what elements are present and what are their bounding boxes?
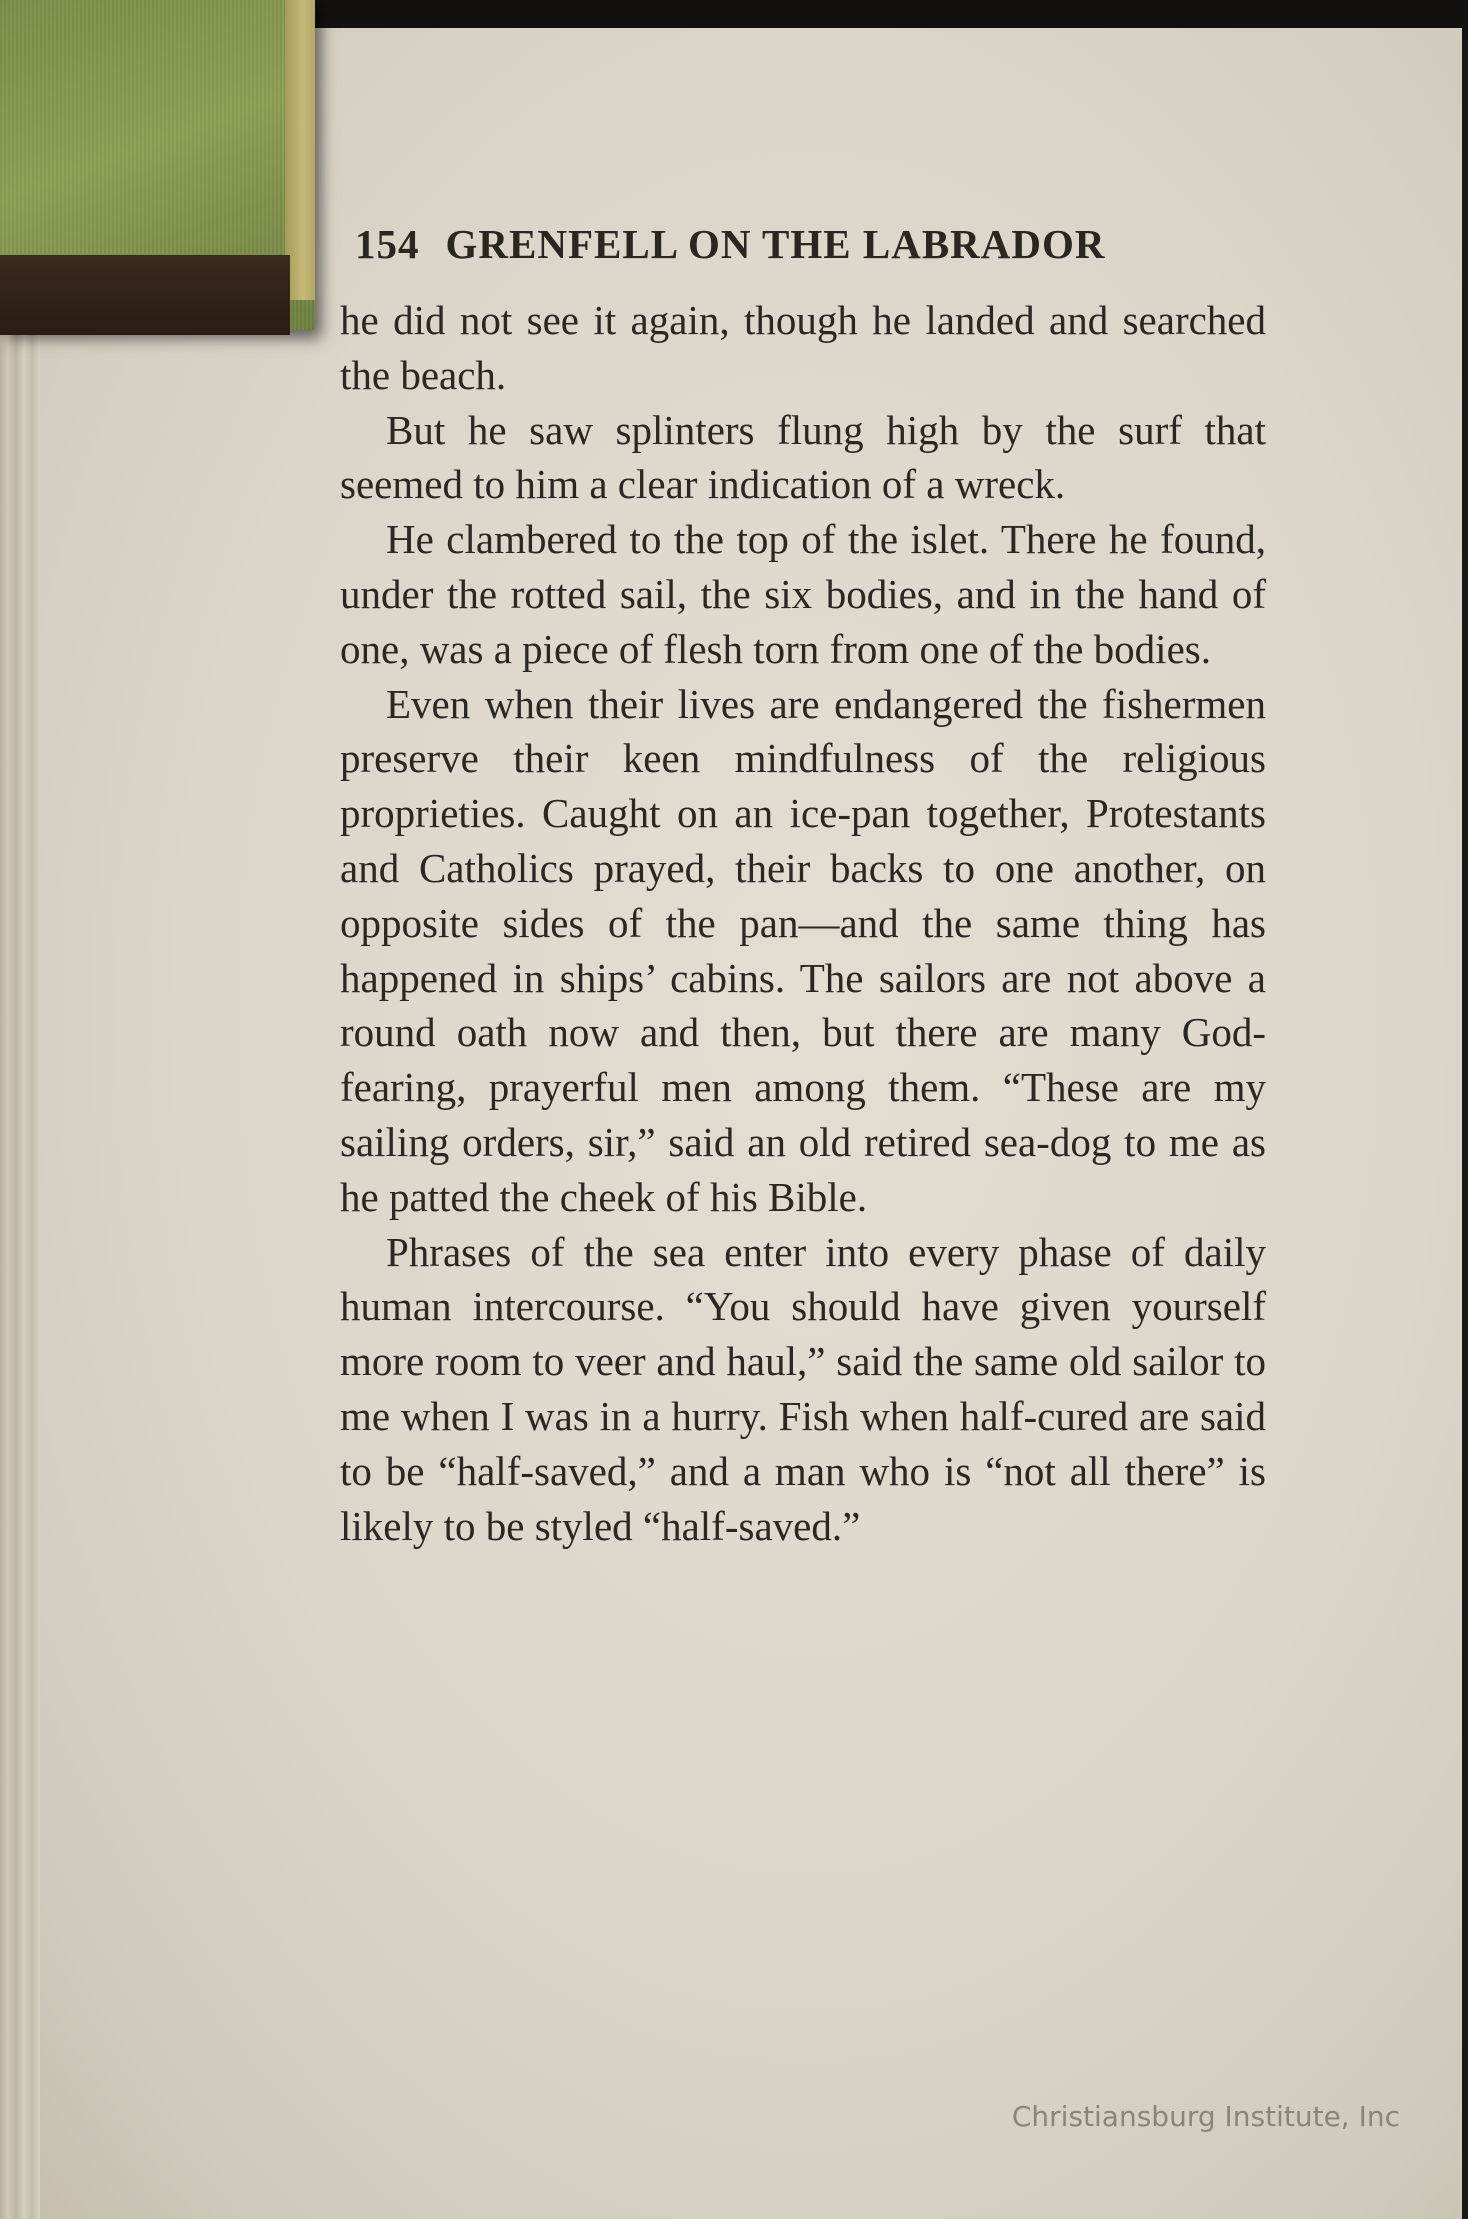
- book-cover-corner: [0, 0, 315, 330]
- running-title: GRENFELL ON THE LABRADOR: [445, 221, 1106, 267]
- page-edges: [0, 330, 40, 2219]
- paragraph-1: he did not see it again, though he landed and searched the beach.: [340, 297, 1266, 398]
- body-text: [340, 293, 1266, 1553]
- paragraph-4: Even when their lives are endangered the fishermen preserve their keen mindfulness of the religious proprieties. Caught on an ice-pan together, Protestants and Catholics prayed, their backs to one another, on opposite sides of the pan—and the same thing has happened in ships’ cabins. The sailors are not above a round oath now and then, but there are many God-fearing, prayerful men among them. “These are my sailing orders, sir,” said an old retired sea-dog to me as he patted the cheek of his Bible.: [340, 680, 1266, 1220]
- running-head: [355, 220, 1255, 276]
- page-number: 154: [355, 221, 420, 267]
- paragraph-3: He clambered to the top of the islet. There he found, under the rotted sail, the six bodies, and in the hand of one, was a piece of flesh torn from one of the bodies.: [340, 516, 1266, 672]
- watermark: Christiansburg Institute, Inc: [1011, 2100, 1400, 2133]
- paragraph-2: But he saw splinters flung high by the surf that seemed to him a clear indication of a wreck.: [340, 406, 1266, 508]
- cover-shadow: [0, 255, 290, 335]
- paragraph-5: Phrases of the sea enter into every phase of daily human intercourse. “You should have given yourself more room to veer and haul,” said the same old sailor to me when I was in a hurry. Fish when half-cured are said to be “half-saved,” and a man who is “not all there” is likely to be styled “half-saved.”: [340, 1228, 1266, 1549]
